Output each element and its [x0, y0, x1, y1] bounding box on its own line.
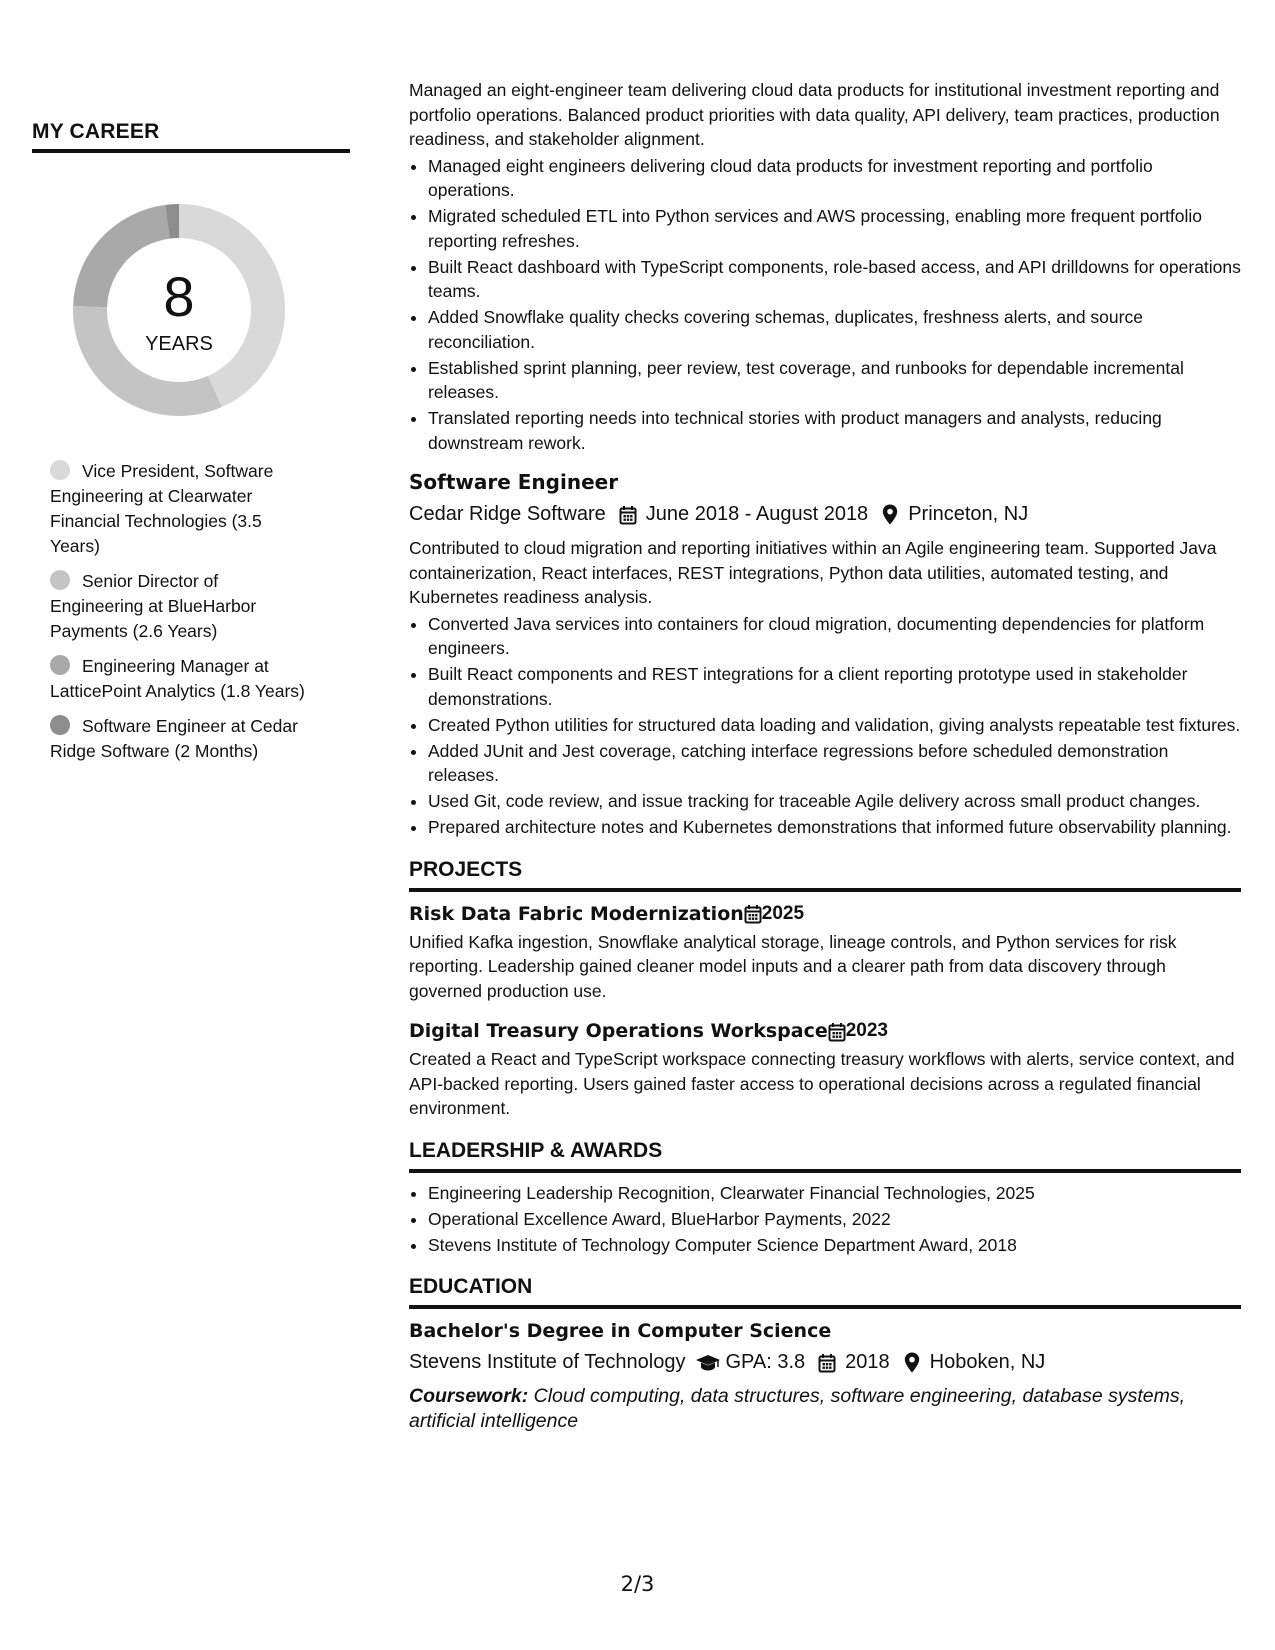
legend-label: Engineering Manager at LatticePoint Analytics (1.8 Years)	[50, 656, 305, 701]
bullet-item: • Prepared architecture notes and Kubernetes demonstrations that informed future observability planning.	[428, 815, 1241, 840]
job-location: Princeton, NJ	[908, 503, 1029, 525]
legend-item	[50, 569, 312, 644]
graduation-cap-icon	[695, 1347, 719, 1377]
section-heading-education: EDUCATION	[409, 1273, 1241, 1309]
gpa: GPA: 3.8	[725, 1351, 806, 1373]
award-item: • Operational Excellence Award, BlueHarbor Payments, 2022	[428, 1207, 1241, 1232]
calendar-icon	[815, 1347, 839, 1377]
section-heading-awards: LEADERSHIP & AWARDS	[409, 1137, 1241, 1173]
legend-dot	[50, 460, 70, 480]
bullet-item: • Used Git, code review, and issue tracking for traceable Agile delivery across small product changes.	[428, 789, 1241, 814]
bullet-item: • Converted Java services into containers for cloud migration, documenting dependencies for platform engineers.	[428, 612, 1241, 661]
legend-item	[50, 459, 312, 559]
project-title-row	[409, 900, 1241, 928]
school-name: Stevens Institute of Technology	[409, 1351, 686, 1373]
job-bullets	[409, 154, 1241, 456]
bullet-item: • Built React dashboard with TypeScript components, role-based access, and API drilldowns for operations teams.	[428, 255, 1241, 304]
career-donut-chart	[64, 195, 294, 425]
project-year: 2023	[845, 1020, 889, 1041]
career-legend	[50, 459, 312, 764]
job-meta	[409, 499, 1241, 529]
project-description: Unified Kafka ingestion, Snowflake analytical storage, lineage controls, and Python services for risk reporting. Leadership gained cleaner model inputs and a clearer path from data discovery through governed production use.	[409, 931, 1177, 1001]
degree-title	[409, 1317, 1241, 1345]
bullet-item: • Migrated scheduled ETL into Python services and AWS processing, enabling more frequent portfolio reporting refreshes.	[428, 204, 1241, 253]
bullet-item: • Added JUnit and Jest coverage, catching interface regressions before scheduled demonstration releases.	[428, 739, 1241, 788]
legend-label: Vice President, Software Engineering at Clearwater Financial Technologies (3.5 Years)	[50, 461, 274, 556]
legend-dot	[50, 570, 70, 590]
coursework-list: Cloud computing, data structures, software engineering, database systems, artificial intelligence	[409, 1385, 1186, 1432]
legend-label: Senior Director of Engineering at BlueHarbor Payments (2.6 Years)	[50, 571, 257, 641]
legend-item	[50, 714, 312, 764]
bullet-item: • Created Python utilities for structured data loading and validation, giving analysts repeatable test fixtures.	[428, 713, 1241, 738]
donut-years-value: 8	[163, 265, 195, 328]
awards-list	[409, 1181, 1241, 1258]
award-item: • Stevens Institute of Technology Computer Science Department Award, 2018	[428, 1233, 1241, 1258]
location-pin-icon	[878, 499, 902, 529]
resume-main	[409, 78, 1241, 1433]
award-item: • Engineering Leadership Recognition, Clearwater Financial Technologies, 2025	[428, 1181, 1241, 1206]
school-location: Hoboken, NJ	[929, 1351, 1046, 1373]
legend-item	[50, 654, 312, 704]
coursework	[409, 1384, 1241, 1433]
project-year: 2025	[761, 902, 805, 924]
sidebar-title: MY CAREER	[32, 120, 350, 153]
legend-dot	[50, 715, 70, 735]
coursework-label: Coursework:	[409, 1385, 529, 1407]
location-pin-icon	[900, 1347, 924, 1377]
graduation-year: 2018	[845, 1351, 890, 1373]
calendar-icon	[744, 900, 762, 928]
job-summary: Managed an eight-engineer team delivering cloud data products for institutional investment reporting and portfolio operations. Balanced product priorities with data quality, API delivery, team practices, production readiness, and stakeholder alignment.	[409, 80, 1220, 149]
calendar-icon	[616, 499, 640, 529]
project-title: Digital Treasury Operations Workspace	[409, 1020, 828, 1042]
job-dates: June 2018 - August 2018	[645, 503, 869, 525]
job-company: Cedar Ridge Software	[409, 503, 606, 525]
legend-label: Software Engineer at Cedar Ridge Software (2 Months)	[50, 716, 298, 761]
job-bullets	[409, 612, 1241, 840]
job-summary: Contributed to cloud migration and reporting initiatives within an Agile engineering team. Supported Java containerization, React interfaces, REST integrations, Python data utilities, automated testing, and Kubernetes readiness analysis.	[409, 538, 1217, 607]
degree-name: Bachelor's Degree in Computer Science	[409, 1320, 832, 1342]
calendar-icon	[828, 1017, 846, 1045]
bullet-item: • Built React components and REST integrations for a client reporting prototype used in stakeholder demonstrations.	[428, 662, 1241, 711]
bullet-item: • Established sprint planning, peer review, test coverage, and runbooks for dependable incremental releases.	[428, 356, 1241, 405]
donut-years-unit: YEARS	[145, 333, 213, 355]
project-title: Risk Data Fabric Modernization	[409, 902, 744, 925]
career-sidebar	[32, 120, 350, 774]
legend-dot	[50, 655, 70, 675]
page-number: 2/3	[620, 1572, 655, 1596]
education-meta	[409, 1347, 1241, 1377]
job-title: Software Engineer	[409, 470, 619, 494]
section-heading-projects: PROJECTS	[409, 856, 1241, 892]
project-description: Created a React and TypeScript workspace connecting treasury workflows with alerts, service context, and API-backed reporting. Users gained faster access to operational decisions across a regulated financial environment.	[409, 1049, 1235, 1118]
bullet-item: • Added Snowflake quality checks covering schemas, duplicates, freshness alerts, and source reconciliation.	[428, 305, 1241, 354]
bullet-item: • Translated reporting needs into technical stories with product managers and analysts, reducing downstream rework.	[428, 406, 1241, 455]
project-title-row	[409, 1017, 1241, 1045]
bullet-item: • Managed eight engineers delivering cloud data products for investment reporting and portfolio operations.	[428, 154, 1241, 203]
